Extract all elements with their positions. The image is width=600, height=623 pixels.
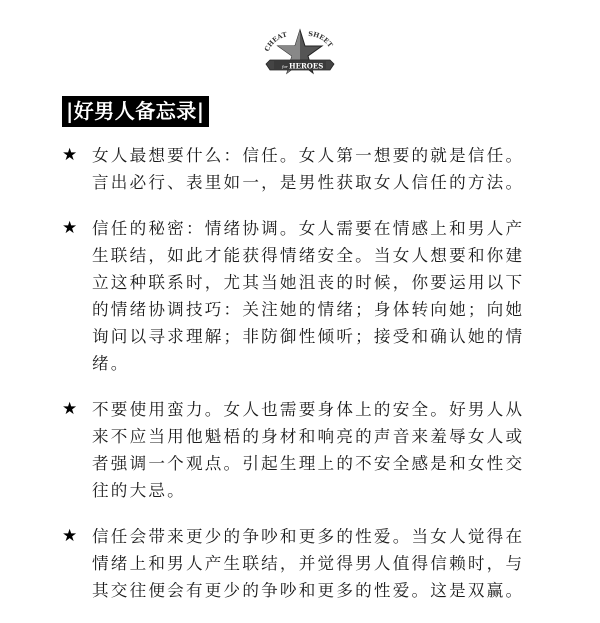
list-item-text: 不要使用蛮力。女人也需要身体上的安全。好男人从来不应当用他魁梧的身材和响亮的声音来羞辱女人或者强调一个观点。引起生理上的不安全感是和女性交往的大忌。: [92, 400, 525, 500]
star-icon: [262, 26, 338, 82]
list-item-text: 女人最想要什么：信任。女人第一想要的就是信任。言出必行、表里如一，是男性获取女人信任的方法。: [92, 146, 525, 192]
list-item: [0, 396, 532, 504]
star-bullet-icon: ★: [62, 218, 78, 238]
logo-text-for: for: [282, 64, 288, 69]
logo-text-heroes: HEROES: [289, 61, 324, 71]
star-bullet-icon: ★: [62, 145, 78, 165]
star-bullet-icon: ★: [62, 526, 78, 546]
section-heading: |好男人备忘录|: [62, 96, 209, 127]
tips-list: [0, 142, 600, 623]
list-item-text: 信任的秘密：情绪协调。女人需要在情感上和男人产生联结，如此才能获得情绪安全。当女人想要和你建立这种联系时，尤其当她沮丧的时候，你要运用以下的情绪协调技巧：关注她的情绪；身体转向她；向她询问以寻求理解；非防御性倾听；接受和确认她的情绪。: [92, 219, 525, 373]
list-item: [0, 523, 532, 604]
logo-text-cheat: CHEAT: [262, 30, 288, 53]
list-item-text: 信任会带来更少的争吵和更多的性爱。当女人觉得在情绪上和男人产生联结，并觉得男人值得信赖时，与其交往便会有更少的争吵和更多的性爱。这是双赢。: [92, 527, 525, 600]
star-bullet-icon: ★: [62, 399, 78, 419]
logo-text-sheet: SHEET: [307, 29, 335, 49]
cheat-sheet-for-heroes-logo: [262, 26, 338, 82]
list-item: [0, 215, 532, 377]
list-item: [0, 142, 532, 196]
